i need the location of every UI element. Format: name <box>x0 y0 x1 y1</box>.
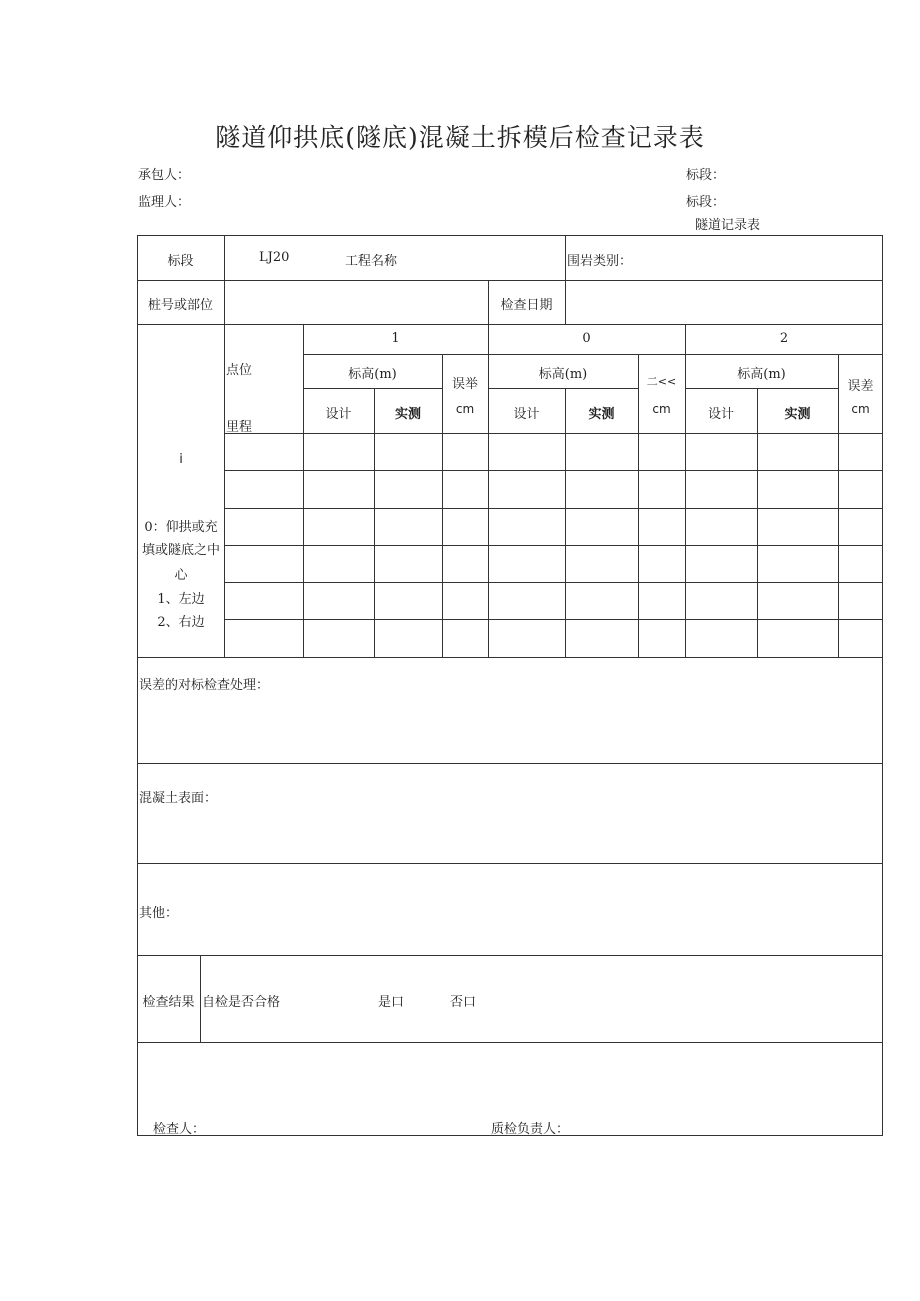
elevation-header-0: 标高(m) <box>538 367 588 382</box>
grid-col <box>565 388 566 657</box>
contractor-label: 承包人： <box>138 168 191 183</box>
quality-lead-signature: 质检负责人： <box>491 1122 570 1137</box>
result-label: 检查结果 <box>142 995 195 1010</box>
col-divider <box>200 955 201 1042</box>
measured-header-2: 实测 <box>784 407 811 422</box>
grid-col <box>757 388 758 657</box>
grid-line <box>685 388 838 389</box>
inspector-signature: 检查人： <box>153 1122 206 1137</box>
unit-label-2: cm <box>851 402 870 416</box>
side-note-mark: i <box>179 452 183 467</box>
side-note-line: 填或隧底之中 <box>141 543 220 558</box>
concrete-surface-label: 混凝土表面： <box>139 791 218 806</box>
mileage-label: 里程 <box>226 420 253 435</box>
grid-line <box>224 545 883 546</box>
col-divider <box>224 280 225 324</box>
self-check-label: 自检是否合格 <box>202 995 281 1010</box>
col-divider <box>565 280 566 324</box>
project-name-label: 工程名称 <box>345 254 398 269</box>
rock-class-label: 围岩类别： <box>567 254 633 269</box>
station-label: 桩号或部位 <box>147 298 213 313</box>
error-handling-label: 误差的对标检查处理： <box>139 678 270 693</box>
supervisor-label: 监理人： <box>138 195 191 210</box>
grid-col <box>838 354 839 657</box>
grid-col <box>442 354 443 657</box>
grid-line <box>224 619 883 620</box>
section-value: LJ20 <box>259 250 290 265</box>
section-header: 标段 <box>167 254 194 269</box>
row-divider <box>137 955 883 956</box>
row-divider <box>137 657 883 658</box>
grid-col <box>374 388 375 657</box>
grid-line <box>224 470 883 471</box>
grid-line <box>303 354 883 355</box>
group-header-2: 2 <box>779 331 789 346</box>
other-label: 其他： <box>139 906 179 921</box>
row-divider <box>137 763 883 764</box>
check-date-label: 检查日期 <box>500 298 553 313</box>
page-title: 隧道仰拱底(隧底)混凝土拆模后检查记录表 <box>215 123 705 152</box>
design-header-2: 设计 <box>707 407 734 422</box>
grid-line <box>224 508 883 509</box>
measured-header-0: 实测 <box>588 407 615 422</box>
row-divider <box>137 324 883 325</box>
row-divider <box>137 863 883 864</box>
side-note-line: 2、右边 <box>157 615 205 630</box>
error-header-0: 二<< <box>646 375 677 388</box>
section-label-1: 标段： <box>686 168 726 183</box>
row-divider <box>137 1042 883 1043</box>
grid-line <box>488 388 638 389</box>
measured-header-1: 实测 <box>394 407 421 422</box>
grid-line <box>224 433 883 434</box>
no-checkbox[interactable]: 否口 <box>450 995 477 1010</box>
unit-label-1: cm <box>455 402 475 416</box>
elevation-header-1: 标高(m) <box>348 367 397 382</box>
side-note-line: 心 <box>174 568 188 583</box>
col-divider <box>224 235 225 280</box>
section-label-2: 标段： <box>686 195 726 210</box>
group-header-1: 1 <box>391 331 400 346</box>
yes-checkbox[interactable]: 是口 <box>378 995 405 1010</box>
design-header-0: 设计 <box>513 407 540 422</box>
group-header-0: 0 <box>582 331 591 346</box>
grid-line <box>303 388 442 389</box>
form-name: 隧道记录表 <box>695 218 761 233</box>
side-note-line: 0：仰拱或充 <box>144 520 218 535</box>
side-note-line: 1、左边 <box>157 592 205 607</box>
row-divider <box>137 280 883 281</box>
error-header-1: 误举 <box>451 377 478 392</box>
grid-line <box>224 582 883 583</box>
error-header-2: 误差 <box>847 379 874 394</box>
point-label: 点位 <box>226 363 253 378</box>
grid-col <box>638 354 639 657</box>
elevation-header-2: 标高(m) <box>737 367 786 382</box>
design-header-1: 设计 <box>325 407 352 422</box>
col-divider <box>565 235 566 280</box>
unit-label-0: cm <box>652 402 671 416</box>
